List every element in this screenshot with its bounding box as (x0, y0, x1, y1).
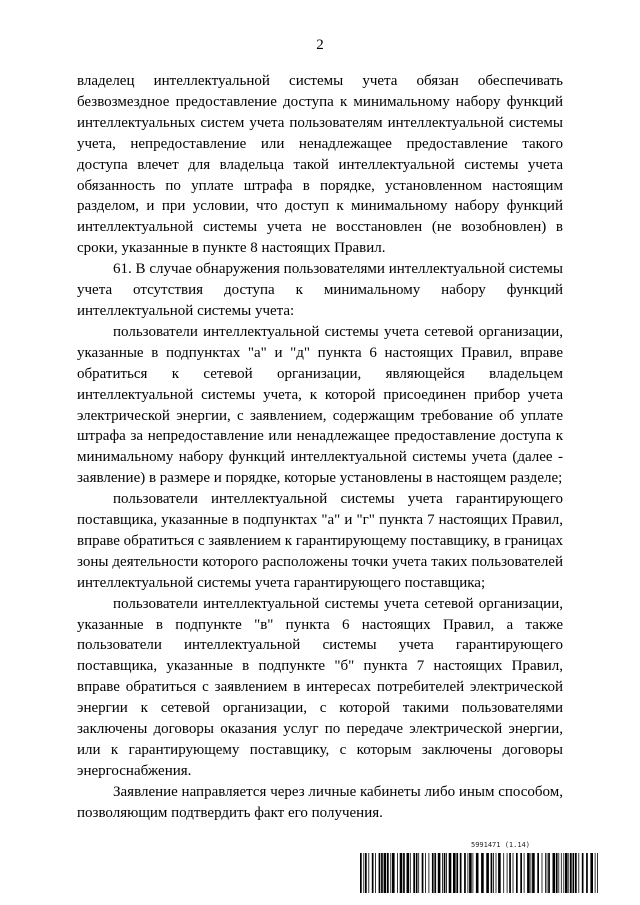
barcode-bar (532, 853, 535, 893)
barcode-bar (513, 853, 514, 893)
paragraph-supplier-users: пользователи интеллектуальной системы учета гарантирующего поставщика, указанные в подпунктах "а" и "г" пункта 7 настоящих Правил, вправе обратиться с заявлением к гарантирующему поставщику, в границах зоны деятельности которого расположены точки учета таких пользователей интеллектуальной системы учета гарантирующего поставщика; (77, 491, 563, 591)
barcode-bar (568, 853, 569, 893)
paragraph-network-users: пользователи интеллектуальной системы учета сетевой организации, указанные в подпунктах "а" и "д" пункта 6 настоящих Правил, вправе обратиться к сетевой организации, являющейся владельцем интеллектуальной системы учета, к которой присоединен прибор учета электрической энергии, с заявлением, содержащим требование об уплате штрафа за непредоставление или ненадлежащее предоставление доступа к минимальному набору функций интеллектуальной системы учета (далее - заявление) в размере и порядке, которые установлены в настоящем разделе; (77, 323, 563, 487)
barcode-bar (516, 853, 518, 893)
barcode-bar (595, 853, 596, 893)
barcode-bar (548, 853, 550, 893)
barcode-bar (425, 853, 426, 893)
barcode-bar (486, 853, 489, 893)
barcode-bar (509, 853, 511, 893)
barcode-bar (570, 853, 572, 893)
barcode-bar (498, 853, 501, 893)
barcode-bar (491, 853, 493, 893)
paragraph-61-intro: 61. В случае обнаружения пользователями интеллектуальной системы учета отсутствия доступа к минимальному набору функций интеллектуальной системы учета: (77, 261, 563, 319)
barcode-bar (456, 853, 458, 893)
barcode-bar (372, 853, 374, 893)
barcode-bar (473, 853, 474, 893)
barcode-bar (387, 853, 389, 893)
barcode-bar (413, 853, 415, 893)
barcode-bar (524, 853, 525, 893)
barcode-bar (542, 853, 543, 893)
document-body (77, 71, 563, 824)
barcode-bar (442, 853, 443, 893)
barcode-bar (460, 853, 462, 893)
barcode-bar (390, 853, 391, 893)
barcode-bar (493, 853, 494, 893)
barcode-bar (537, 853, 539, 893)
barcode-bar (575, 853, 577, 893)
barcode-bar (434, 853, 436, 893)
barcode-bar (573, 853, 575, 893)
document-code: 5991471 (1.14) (470, 841, 530, 849)
document-barcode (360, 841, 600, 893)
barcode-bar (407, 853, 410, 893)
barcode-bar (563, 853, 564, 893)
barcode-bar (392, 853, 395, 893)
barcode-bar (531, 853, 532, 893)
barcode-bar (381, 853, 383, 893)
barcode-bar (520, 853, 522, 893)
barcode-icon (360, 853, 600, 893)
barcode-bar (363, 853, 364, 893)
barcode-bar (429, 853, 430, 893)
barcode-bar (547, 853, 548, 893)
barcode-bar (464, 853, 466, 893)
paragraph-owner-obligation: владелец интеллектуальной системы учета обязан обеспечивать безвозмездное предоставление доступа к минимальному набору функций интеллектуальных систем учета пользователям интеллектуальной системы учета, непредоставление или ненадлежащее предоставление такого доступа влечет для владельца такой интеллектуальной системы учета обязанность по уплате штрафа в порядке, установленном настоящим разделом, и при условии, что доступ к минимальному набору функций интеллектуальной системы учета не восстановлен (не возобновлен) в сроки, указанные в пункте 8 настоящих Правил. (77, 73, 563, 257)
barcode-bar (397, 853, 398, 893)
barcode-bar (446, 853, 447, 893)
barcode-bar (556, 853, 558, 893)
barcode-bar (503, 853, 504, 893)
barcode-bar (558, 853, 559, 893)
barcode-bar (403, 853, 405, 893)
barcode-bar (496, 853, 497, 893)
barcode-bar (578, 853, 579, 893)
barcode-bar (422, 853, 424, 893)
barcode-bar (590, 853, 593, 893)
barcode-bar (400, 853, 403, 893)
barcode-bar (384, 853, 387, 893)
paragraph-consumer-interests: пользователи интеллектуальной системы учета сетевой организации, указанные в подпункте "в" пункта 6 настоящих Правил, а также пользователи интеллектуальной системы учета гарантирующего поставщика, указанные в подпункте "б" пункта 7 настоящих Правил, вправе обратиться с заявлением в интересах потребителей электрической энергии к сетевой организации, с которой такими пользователями заключены договоры оказания услуг по передаче электрической энергии, или к гарантирующему поставщику, с которым заключены договоры энергоснабжения. (77, 595, 563, 779)
barcode-bar (453, 853, 456, 893)
barcode-bar (416, 853, 418, 893)
barcode-bar (432, 853, 434, 893)
barcode-bar (360, 853, 362, 893)
barcode-bar (469, 853, 472, 893)
barcode-bar (527, 853, 530, 893)
barcode-bar (481, 853, 484, 893)
barcode-bar (597, 853, 598, 893)
barcode-bar (368, 853, 369, 893)
barcode-bar (444, 853, 446, 893)
barcode-bar (379, 853, 381, 893)
page-number: 2 (316, 37, 324, 53)
barcode-bar (438, 853, 441, 893)
barcode-bar (418, 853, 419, 893)
barcode-bar (553, 853, 556, 893)
barcode-bar (507, 853, 508, 893)
barcode-bar (449, 853, 452, 893)
paragraph-submission-method: Заявление направляется через личные кабинеты либо иным способом, позволяющим подтвердить факт его получения. (77, 783, 564, 821)
barcode-bar (565, 853, 568, 893)
barcode-bar (582, 853, 584, 893)
barcode-bar (545, 853, 546, 893)
barcode-bar (365, 853, 367, 893)
barcode-bar (586, 853, 588, 893)
barcode-bar (375, 853, 376, 893)
barcode-bar (410, 853, 411, 893)
barcode-bar (476, 853, 479, 893)
barcode-bar (468, 853, 469, 893)
barcode-bar (561, 853, 562, 893)
